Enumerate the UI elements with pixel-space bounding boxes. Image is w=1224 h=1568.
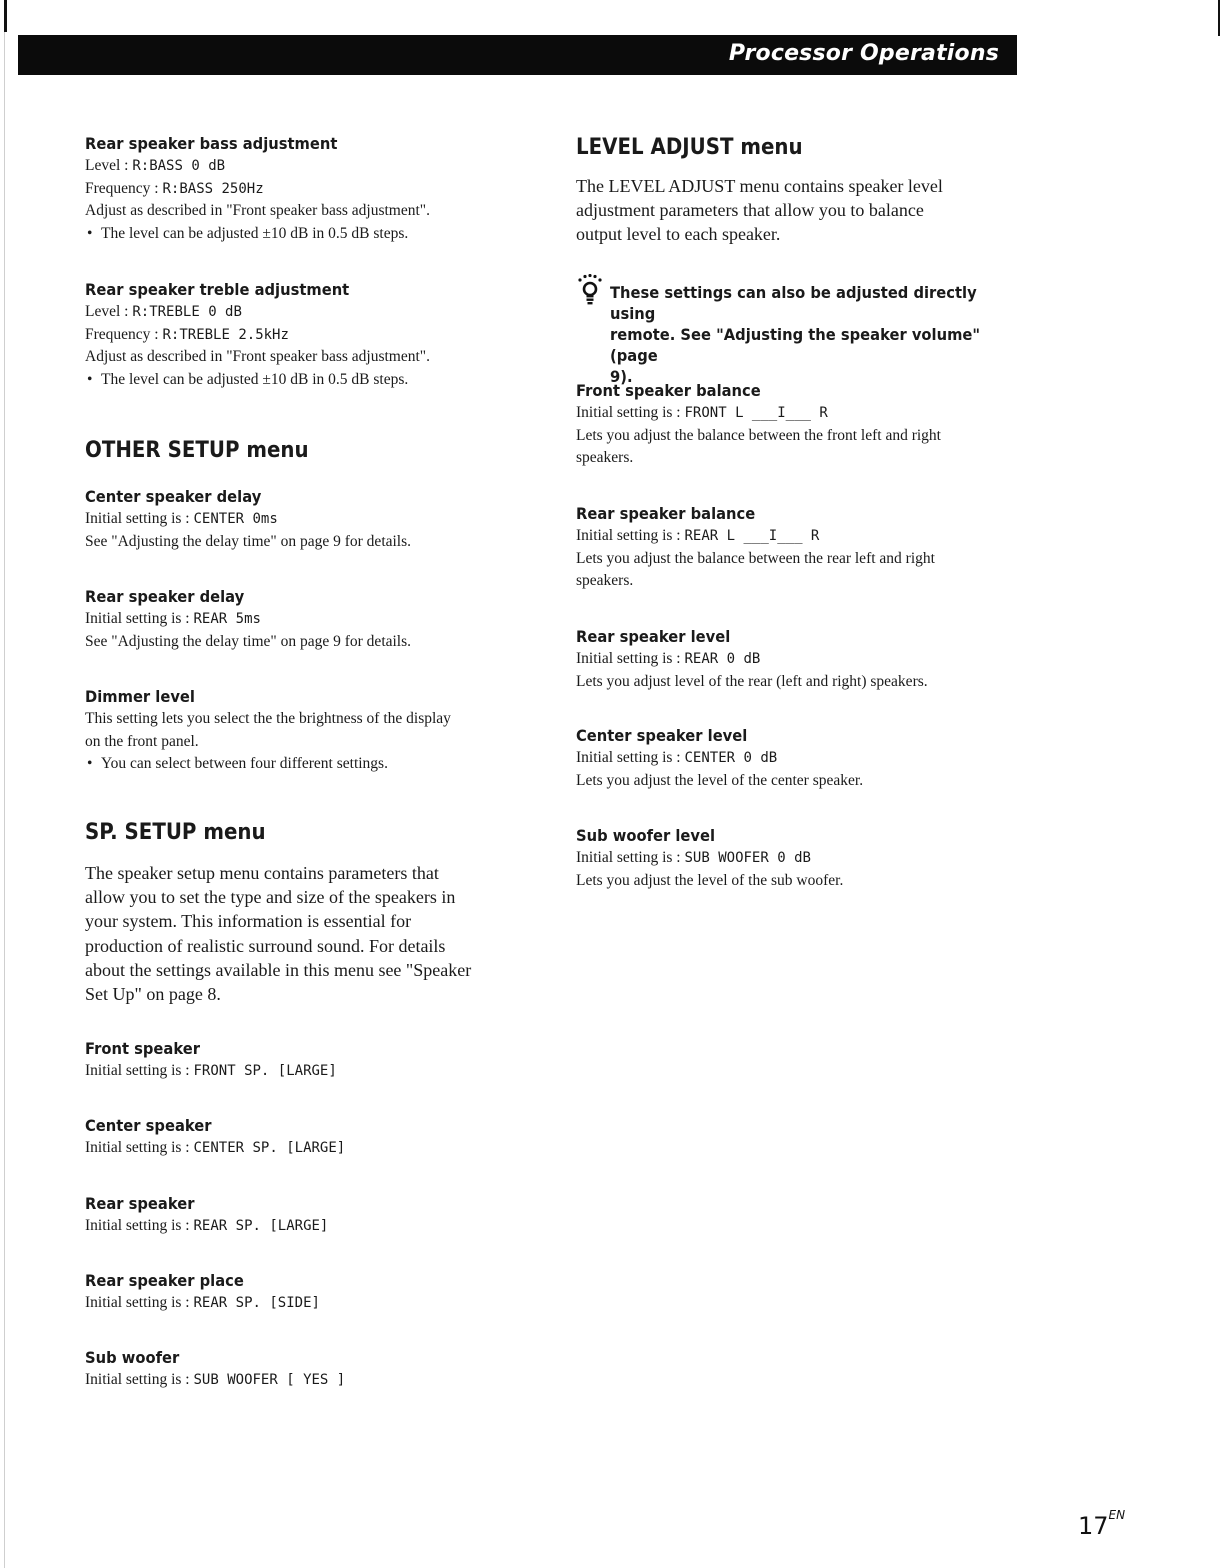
sp-setup-line: Set Up" on page 8.: [85, 984, 221, 1005]
rear-bass-bullet: • The level can be adjusted ±10 dB in 0.5 dB steps.: [85, 223, 525, 246]
front-balance-section: [576, 380, 1016, 470]
rear-treble-level: Level : R:TREBLE 0 dB: [85, 303, 242, 320]
rear-balance-description-2: speakers.: [576, 572, 634, 589]
level-adjust-paragraph: [576, 174, 1016, 247]
sp-setup-line: your system. This information is essential for: [85, 911, 412, 932]
rear-bass-heading: Rear speaker bass adjustment: [85, 134, 338, 153]
center-level-description: Lets you adjust the level of the center speaker.: [576, 771, 864, 789]
rear-speaker-section: [85, 1193, 525, 1238]
front-balance-heading: Front speaker balance: [576, 381, 761, 400]
rear-balance-initial: Initial setting is : REAR L ___I___ R: [576, 527, 820, 544]
rear-place-heading: Rear speaker place: [85, 1271, 244, 1290]
rear-treble-frequency: Frequency : R:TREBLE 2.5kHz: [85, 325, 289, 343]
rear-bass-level: Level : R:BASS 0 dB: [85, 157, 226, 174]
dimmer-description-2: on the front panel.: [85, 732, 199, 750]
level-adjust-line: The LEVEL ADJUST menu contains speaker level: [576, 176, 943, 196]
sp-setup-paragraph: [85, 861, 525, 1006]
sub-woofer-heading: Sub woofer: [85, 1348, 180, 1367]
rear-level-heading: Rear speaker level: [576, 627, 731, 646]
center-delay-heading: Center speaker delay: [85, 487, 262, 506]
page-number: $17^{EN}$: [1078, 1508, 1126, 1540]
center-level-section: [576, 725, 1016, 792]
dimmer-description-1: This setting lets you select the the brightness of the display: [85, 710, 451, 727]
rear-place-initial: Initial setting is : REAR SP. [SIDE]: [85, 1294, 320, 1311]
level-adjust-line: output level to each speaker.: [576, 224, 781, 245]
center-speaker-initial: Initial setting is : CENTER SP. [LARGE]: [85, 1139, 346, 1156]
center-delay-initial: Initial setting is : CENTER 0ms: [85, 510, 278, 527]
tip-note: [576, 282, 1050, 387]
level-adjust-heading: LEVEL ADJUST menu: [576, 135, 803, 160]
rear-delay-section: [85, 586, 525, 653]
center-speaker-section: [85, 1115, 525, 1160]
rear-bass-frequency: Frequency : R:BASS 250Hz: [85, 179, 264, 197]
sub-woofer-initial: Initial setting is : SUB WOOFER [ YES ]: [85, 1371, 346, 1388]
front-balance-description-1: Lets you adjust the balance between the front left and right: [576, 426, 941, 444]
rear-delay-initial: Initial setting is : REAR 5ms: [85, 610, 261, 627]
page-language-suffix: EN: [1108, 1508, 1126, 1522]
front-speaker-section: [85, 1038, 525, 1083]
rear-delay-description: See "Adjusting the delay time" on page 9 for details.: [85, 632, 412, 650]
rear-treble-bullet: • The level can be adjusted ±10 dB in 0.5 dB steps.: [85, 369, 525, 392]
rear-bass-description: Adjust as described in "Front speaker bass adjustment".: [85, 202, 430, 219]
front-speaker-initial: Initial setting is : FRONT SP. [LARGE]: [85, 1062, 337, 1079]
rear-delay-heading: Rear speaker delay: [85, 587, 245, 606]
sp-setup-line: about the settings available in this menu see "Speaker: [85, 959, 472, 980]
scan-edge-mark-right: [1218, 0, 1220, 36]
sub-level-heading: Sub woofer level: [576, 826, 715, 845]
rear-balance-description-1: Lets you adjust the balance between the rear left and right: [576, 549, 935, 567]
rear-balance-section: [576, 503, 1016, 593]
rear-level-section: [576, 626, 1016, 693]
center-speaker-heading: Center speaker: [85, 1116, 212, 1135]
sub-level-initial: Initial setting is : SUB WOOFER 0 dB: [576, 849, 811, 866]
other-setup-section: [85, 437, 525, 465]
sp-setup-line: allow you to set the type and size of the speakers in: [85, 887, 456, 908]
other-setup-heading: OTHER SETUP menu: [85, 438, 309, 463]
rear-level-description: Lets you adjust level of the rear (left and right) speakers.: [576, 672, 928, 690]
front-balance-description-2: speakers.: [576, 449, 634, 466]
center-level-heading: Center speaker level: [576, 726, 748, 745]
sub-level-section: [576, 825, 1016, 892]
lightbulb-icon: [576, 274, 604, 308]
sp-setup-heading: SP. SETUP menu: [85, 820, 266, 845]
level-adjust-line: adjustment parameters that allow you to balance: [576, 200, 924, 221]
level-adjust-section: [576, 134, 1016, 247]
rear-speaker-initial: Initial setting is : REAR SP. [LARGE]: [85, 1217, 329, 1234]
rear-level-initial: Initial setting is : REAR 0 dB: [576, 650, 761, 667]
rear-treble-section: [85, 279, 525, 391]
rear-speaker-heading: Rear speaker: [85, 1194, 195, 1213]
sub-woofer-section: [85, 1347, 525, 1392]
rear-treble-description: Adjust as described in "Front speaker bass adjustment".: [85, 348, 430, 365]
dimmer-heading: Dimmer level: [85, 687, 195, 706]
scan-edge-line: [4, 0, 5, 1568]
dimmer-section: [85, 686, 525, 776]
center-level-initial: Initial setting is : CENTER 0 dB: [576, 749, 778, 766]
sub-level-description: Lets you adjust the level of the sub woofer.: [576, 871, 844, 889]
rear-treble-heading: Rear speaker treble adjustment: [85, 280, 350, 299]
rear-place-section: [85, 1270, 525, 1315]
center-delay-description: See "Adjusting the delay time" on page 9 for details.: [85, 532, 412, 550]
rear-balance-heading: Rear speaker balance: [576, 504, 756, 523]
tip-line: These settings can also be adjusted directly using: [610, 283, 977, 323]
sp-setup-section: [85, 819, 525, 1006]
sp-setup-line: production of realistic surround sound. For details: [85, 935, 446, 956]
tip-line: 9).: [610, 367, 633, 386]
scan-edge-mark: [4, 0, 7, 32]
rear-bass-section: [85, 133, 525, 245]
section-title: Processor Operations: [728, 41, 999, 66]
dimmer-bullet: • You can select between four different settings.: [85, 753, 525, 776]
sp-setup-line: The speaker setup menu contains parameters that: [85, 863, 439, 883]
front-speaker-heading: Front speaker: [85, 1039, 200, 1058]
center-delay-section: [85, 486, 525, 553]
front-balance-initial: Initial setting is : FRONT L ___I___ R: [576, 404, 828, 421]
right-column: [576, 0, 1016, 889]
tip-line: remote. See "Adjusting the speaker volume" (page: [610, 325, 981, 365]
